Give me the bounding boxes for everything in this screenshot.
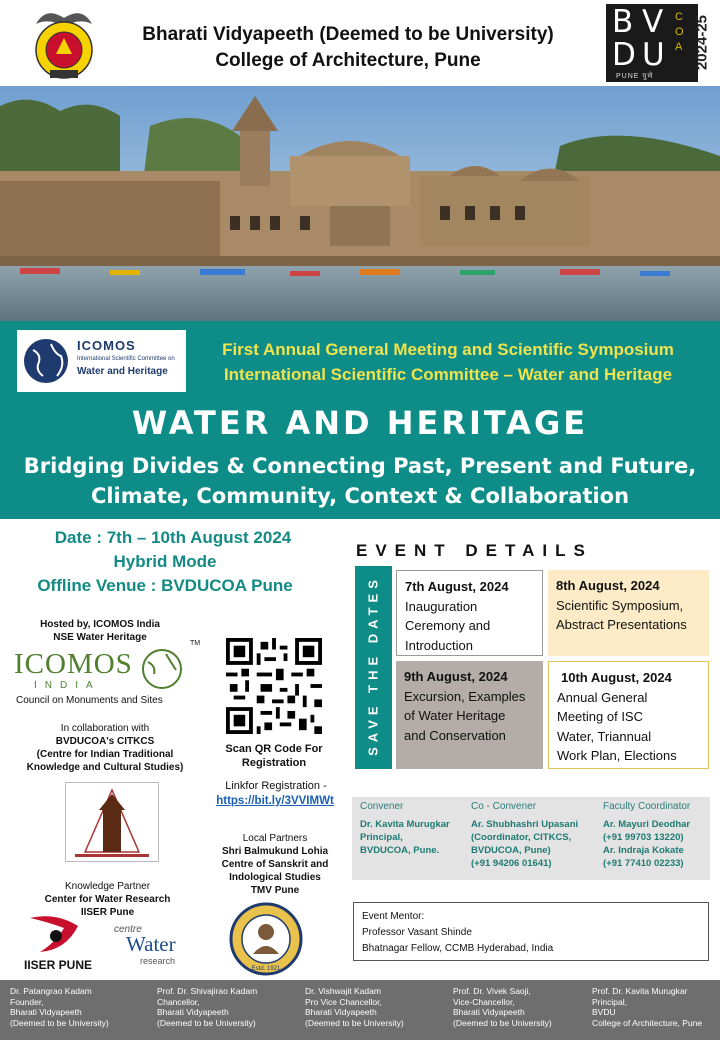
footer-person	[10, 986, 150, 1028]
college-name: College of Architecture, Pune	[215, 50, 481, 71]
coordinator-line: (+91 99703 13220)	[603, 832, 684, 843]
icomos-name: ICOMOS	[77, 338, 136, 353]
footer-line: Dr. Vishwajit Kadam	[305, 986, 381, 996]
footer-line: (Deemed to be University)	[157, 1017, 256, 1028]
co-convener-line: Ar. Shubhashri Upasani	[471, 819, 579, 830]
bvdu-logo-letter: V	[642, 4, 664, 40]
iiser-label: IISER PUNE	[24, 958, 93, 972]
event-card-line: Inauguration	[405, 598, 478, 614]
qr-caption	[206, 742, 342, 770]
knowledge-line1: Center for Water Research	[44, 894, 171, 905]
qr-caption-line1: Scan QR Code For	[225, 743, 323, 755]
coordinator-line: Ar. Indraja Kokate	[603, 845, 684, 856]
cwr-centre: centre	[114, 924, 142, 935]
icomos-isc-logo	[17, 330, 186, 392]
footer-person	[157, 986, 299, 1028]
meeting-title-line1: First Annual General Meeting and Scientific Symposium	[222, 340, 674, 359]
globe-icon	[138, 648, 186, 690]
meeting-title	[198, 337, 698, 387]
faculty-coordinator-heading: Faculty Coordinator	[603, 801, 691, 812]
bvdu-logo-city: PUNE पुणे	[616, 73, 654, 80]
footer-line: Prof. Dr. Shivajirao Kadam	[157, 986, 258, 996]
subtitle	[0, 451, 720, 511]
mentor-label: Event Mentor:	[362, 911, 425, 922]
iiser-mark-icon	[26, 912, 82, 956]
registration-qr-code[interactable]	[226, 638, 322, 734]
footer-line: Founder,	[10, 996, 44, 1007]
icomos-india-logo-text: ICOMOS	[14, 648, 133, 680]
event-date: Date : 7th – 10th August 2024	[54, 528, 292, 547]
bvdu-logo-letter: D	[612, 37, 636, 73]
footer-person	[592, 986, 718, 1028]
mentor-title: Bhatnagar Fellow, CCMB Hyderabad, India	[362, 943, 554, 954]
trademark-mark: TM	[190, 640, 201, 647]
convener-line: Principal,	[360, 832, 403, 843]
event-venue: Offline Venue : BVDUCOA Pune	[37, 576, 293, 595]
footer-line: BVDU	[592, 1007, 616, 1017]
footer-line: Bharati Vidyapeeth	[157, 1007, 229, 1017]
bvdu-logo-letter: B	[612, 4, 634, 40]
mentor-name: Professor Vasant Shinde	[362, 927, 472, 938]
cwr-water: Water	[126, 932, 176, 956]
co-convener-line: (Coordinator, CITKCS,	[471, 832, 572, 843]
academic-year-text: 2024-25	[693, 14, 711, 71]
collaboration	[0, 722, 210, 774]
main-title: WATER AND HERITAGE	[131, 404, 589, 442]
footer-line: (Deemed to be University)	[453, 1017, 552, 1028]
coordinator-line: (+91 77410 02233)	[603, 858, 684, 869]
collab-line2: (Centre for Indian Traditional	[36, 749, 174, 760]
knowledge-intro: Knowledge Partner	[64, 881, 151, 892]
collab-intro: In collaboration with	[60, 723, 150, 734]
event-card-line: Abstract Presentations	[556, 617, 687, 632]
footer-line: Prof. Dr. Kavita Murugkar	[592, 986, 688, 996]
collab-line3: Knowledge and Cultural Studies)	[26, 762, 184, 773]
icomos-council-text: Council on Monuments and Sites	[16, 695, 163, 706]
event-mentor-box	[353, 902, 709, 961]
co-convener-line: BVDUCOA, Pune)	[471, 845, 551, 856]
footer-line: Vice-Chancellor,	[453, 996, 515, 1007]
meeting-title-line2: International Scientific Committee – Water and Heritage	[223, 365, 673, 384]
event-card-line: Introduction	[405, 637, 473, 653]
local-line2: Centre of Sanskrit and	[221, 859, 329, 870]
university-emblem	[28, 4, 100, 82]
footer-line: Bharati Vidyapeeth	[453, 1007, 525, 1017]
footer-line: Prof. Dr. Vivek Saoji,	[453, 986, 531, 996]
hosted-by-line2: NSE Water Heritage	[53, 632, 147, 643]
tmv-seal-year: Estd. 1921	[251, 966, 281, 972]
globe-icon	[21, 336, 71, 386]
subtitle-line2: Climate, Community, Context & Collaboration	[90, 484, 630, 508]
event-card-date: 9th August, 2024	[404, 669, 508, 684]
citkcs-logo	[65, 782, 159, 862]
footer-line: Dr. Patangrao Kadam	[10, 986, 92, 996]
event-card-line: and Conservation	[404, 727, 506, 743]
local-line4: TMV Pune	[250, 885, 300, 896]
knowledge-line2: IISER Pune	[80, 907, 135, 918]
cwr-research: research	[140, 956, 176, 966]
event-card-line: Annual General	[557, 689, 648, 705]
co-convener-details	[471, 818, 599, 870]
event-card-line: Ceremony and	[405, 618, 491, 633]
bvdu-logo-letter: U	[642, 37, 665, 73]
local-intro: Local Partners	[242, 833, 308, 844]
iiser-logo	[24, 912, 102, 974]
footer-person	[305, 986, 447, 1028]
icomos-india-logo-sub: INDIA	[34, 680, 101, 691]
save-the-dates-label: SAVE THE DATES	[365, 575, 381, 756]
local-partners	[200, 832, 350, 897]
event-card-date: 8th August, 2024	[556, 578, 660, 593]
centre-water-research-logo	[112, 924, 192, 970]
faculty-coordinator-details	[603, 818, 708, 870]
footer-person	[453, 986, 591, 1028]
tmv-seal	[229, 902, 303, 976]
registration-link[interactable]: https://bit.ly/3VVIMWt	[216, 795, 334, 807]
footer-line: (Deemed to be University)	[305, 1017, 404, 1028]
coordinator-line: Ar. Mayuri Deodhar	[603, 819, 691, 830]
local-line1: Shri Balmukund Lohia	[221, 846, 329, 857]
event-card-date: 10th August, 2024	[561, 670, 672, 685]
footer-line: Pro Vice Chancellor,	[305, 996, 382, 1007]
event-card-line: Meeting of ISC	[557, 709, 643, 724]
header-title	[108, 22, 588, 74]
bvdu-logo-coa: COA	[675, 11, 685, 53]
date-block	[0, 526, 360, 598]
registration-link-label: Linkfor Registration -	[225, 780, 327, 792]
hosted-by-line1: Hosted by, ICOMOS India	[40, 619, 160, 630]
event-card	[396, 661, 543, 769]
subtitle-line1: Bridging Divides & Connecting Past, Present and Future,	[23, 454, 697, 478]
icomos-line2: Water and Heritage	[77, 366, 168, 377]
academic-year	[684, 4, 720, 82]
event-card-date: 7th August, 2024	[405, 579, 509, 594]
footer-line: Principal,	[592, 996, 627, 1007]
hero-photo-maheshwar-fort	[0, 86, 720, 321]
collab-name: BVDUCOA's CITKCS	[55, 736, 155, 747]
icomos-line1: International Scientific Committee on	[77, 356, 175, 362]
convener-line: Dr. Kavita Murugkar	[360, 819, 450, 830]
footer-line: Bharati Vidyapeeth	[305, 1007, 377, 1017]
event-card-line: Water, Triannual	[557, 728, 652, 744]
event-card-line: Work Plan, Elections	[557, 748, 677, 763]
event-card	[548, 570, 709, 656]
co-convener-heading: Co - Convener	[471, 801, 537, 812]
footer-line: Chancellor,	[157, 996, 200, 1007]
footer-line: (Deemed to be University)	[10, 1017, 109, 1028]
university-name: Bharati Vidyapeeth (Deemed to be University)	[142, 24, 554, 45]
footer-line: Bharati Vidyapeeth	[10, 1007, 82, 1017]
convener-details	[360, 818, 470, 857]
convener-heading: Convener	[360, 801, 404, 812]
event-card	[396, 570, 543, 656]
footer-line: College of Architecture, Pune	[592, 1017, 703, 1028]
co-convener-line: (+91 94206 01641)	[471, 858, 552, 869]
save-the-dates-bar	[355, 566, 392, 769]
event-card	[548, 661, 709, 769]
icomos-india-logo	[14, 640, 201, 708]
event-card-line: of Water Heritage	[404, 708, 506, 723]
qr-caption-line2: Registration	[241, 757, 307, 769]
local-line3: Indological Studies	[229, 872, 321, 883]
event-card-line: Scientific Symposium,	[556, 597, 684, 613]
event-details-heading: EVENT DETAILS	[356, 541, 593, 560]
convener-line: BVDUCOA, Pune.	[360, 845, 440, 856]
hosted-by	[0, 618, 200, 644]
event-card-line: Excursion, Examples	[404, 688, 526, 704]
event-mode: Hybrid Mode	[113, 552, 217, 571]
